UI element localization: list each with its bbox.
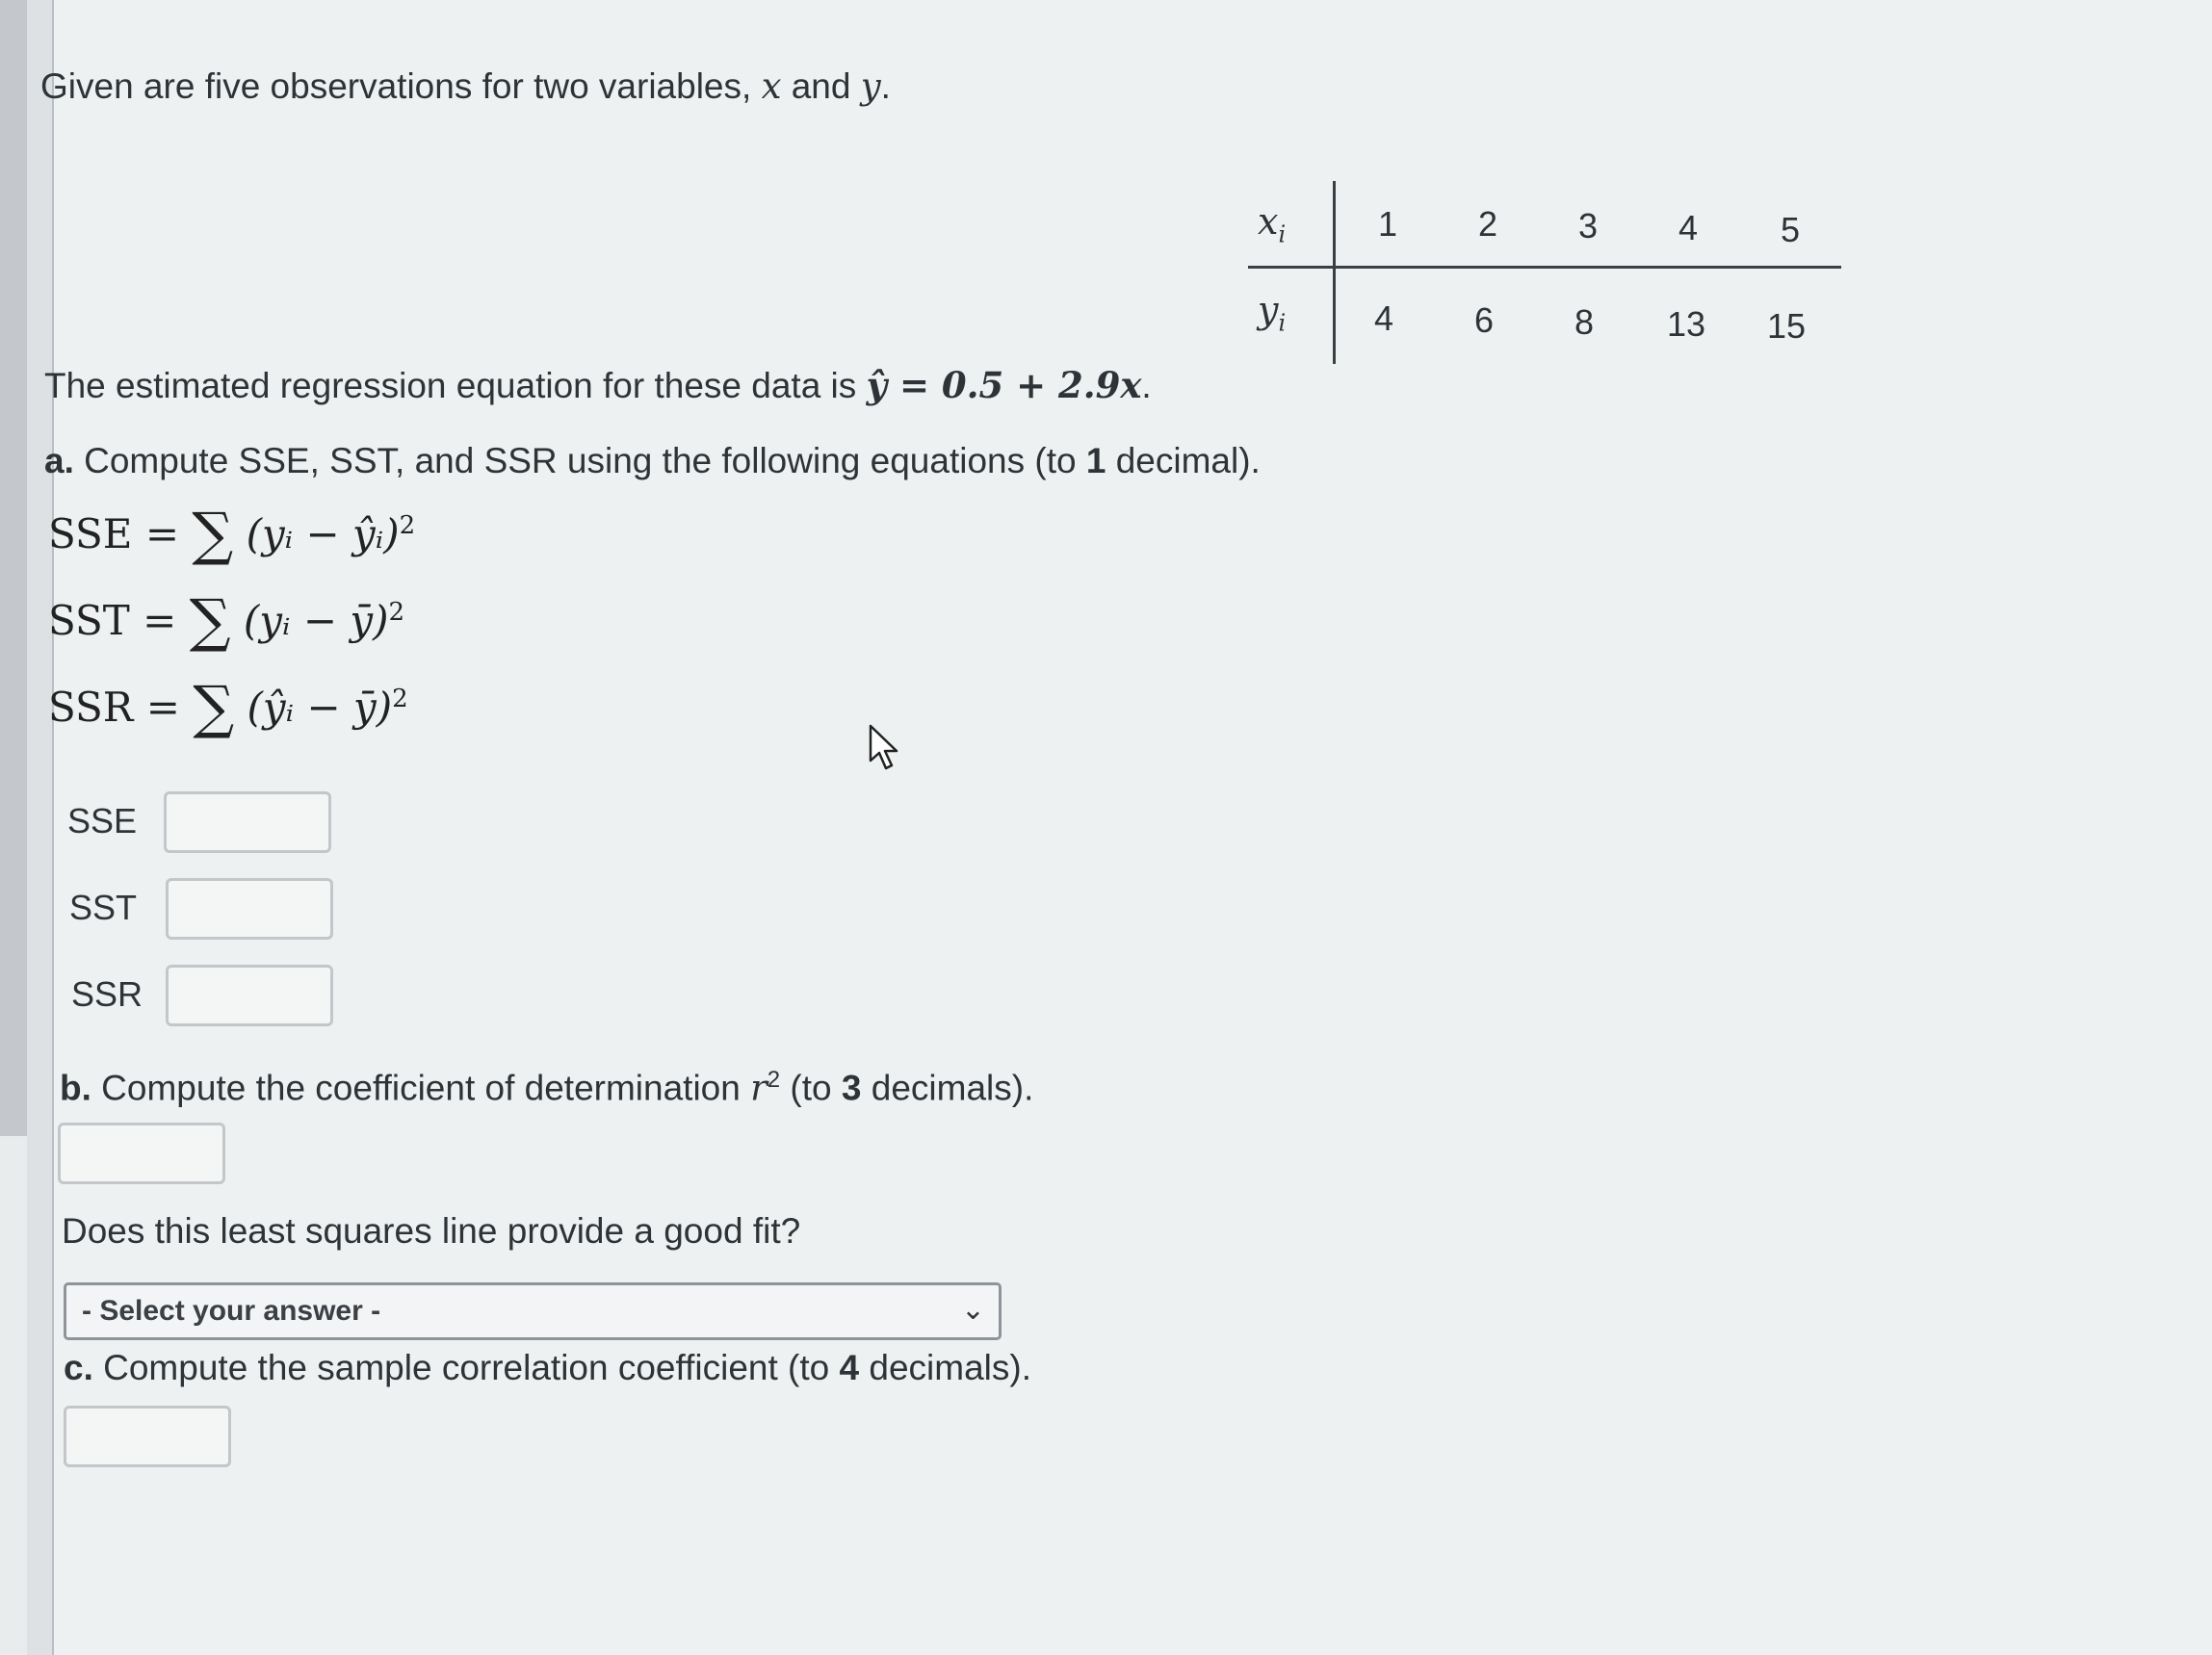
part-a-text: a. Compute SSE, SST, and SSR using the following equations (to 1 decimal).	[44, 441, 1261, 480]
formula-sse: SSE = ∑ (yᵢ − ŷᵢ)$^2$	[48, 501, 416, 568]
r-squared-input[interactable]	[58, 1123, 225, 1184]
sse-input[interactable]	[164, 791, 331, 853]
table-cell-x: 4	[1678, 208, 1699, 247]
question-page	[54, 0, 2212, 1655]
table-cell-y: 13	[1666, 304, 1706, 344]
sse-label: SSE	[67, 801, 138, 840]
formula-sst: SST = ∑ (yᵢ − ȳ)$^2$	[48, 587, 405, 655]
sst-input[interactable]	[166, 878, 333, 940]
good-fit-select[interactable]	[64, 1282, 1002, 1340]
select-placeholder: - Select your answer -	[82, 1295, 381, 1327]
formula-ssr: SSR = ∑ (ŷᵢ − ȳ)$^2$	[48, 674, 408, 741]
table-cell-x: 2	[1477, 204, 1498, 244]
table-cell-x: 1	[1377, 204, 1398, 244]
table-cell-x: 3	[1577, 206, 1599, 246]
table-row-label-y: $y_i$	[1258, 289, 1287, 337]
left-edge-bar	[0, 0, 27, 1136]
table-cell-y: 6	[1473, 300, 1495, 340]
table-row-label-x: $x_i$	[1258, 200, 1287, 248]
fit-question: Does this least squares line provide a good fit?	[62, 1211, 801, 1251]
chevron-down-icon: ⌄	[960, 1294, 985, 1326]
table-cell-y: 8	[1574, 302, 1595, 342]
part-c-text: c. Compute the sample correlation coefficient (to 4 decimals).	[64, 1348, 1031, 1387]
left-margin-panel	[27, 0, 54, 1655]
table-cell-y: 15	[1766, 306, 1807, 346]
ssr-input[interactable]	[166, 965, 333, 1026]
table-vertical-rule	[1333, 181, 1336, 364]
table-cell-y: 4	[1373, 298, 1394, 338]
regression-text: The estimated regression equation for these data is ŷ = 0.5 + 2.9x.	[44, 364, 1152, 406]
table-horizontal-rule	[1248, 266, 1841, 269]
correlation-input[interactable]	[64, 1406, 231, 1467]
regression-equation: ŷ = 0.5 + 2.9x	[866, 364, 1142, 406]
table-cell-x: 5	[1780, 210, 1801, 249]
part-b-text: b. Compute the coefficient of determination $r^2$ (to 3 decimals).	[60, 1067, 1034, 1109]
ssr-label: SSR	[71, 974, 143, 1014]
data-table	[1248, 181, 1841, 364]
intro-text: Given are five observations for two variables, x and y.	[40, 65, 891, 107]
mouse-cursor-icon	[867, 724, 905, 772]
sst-label: SST	[69, 888, 138, 927]
